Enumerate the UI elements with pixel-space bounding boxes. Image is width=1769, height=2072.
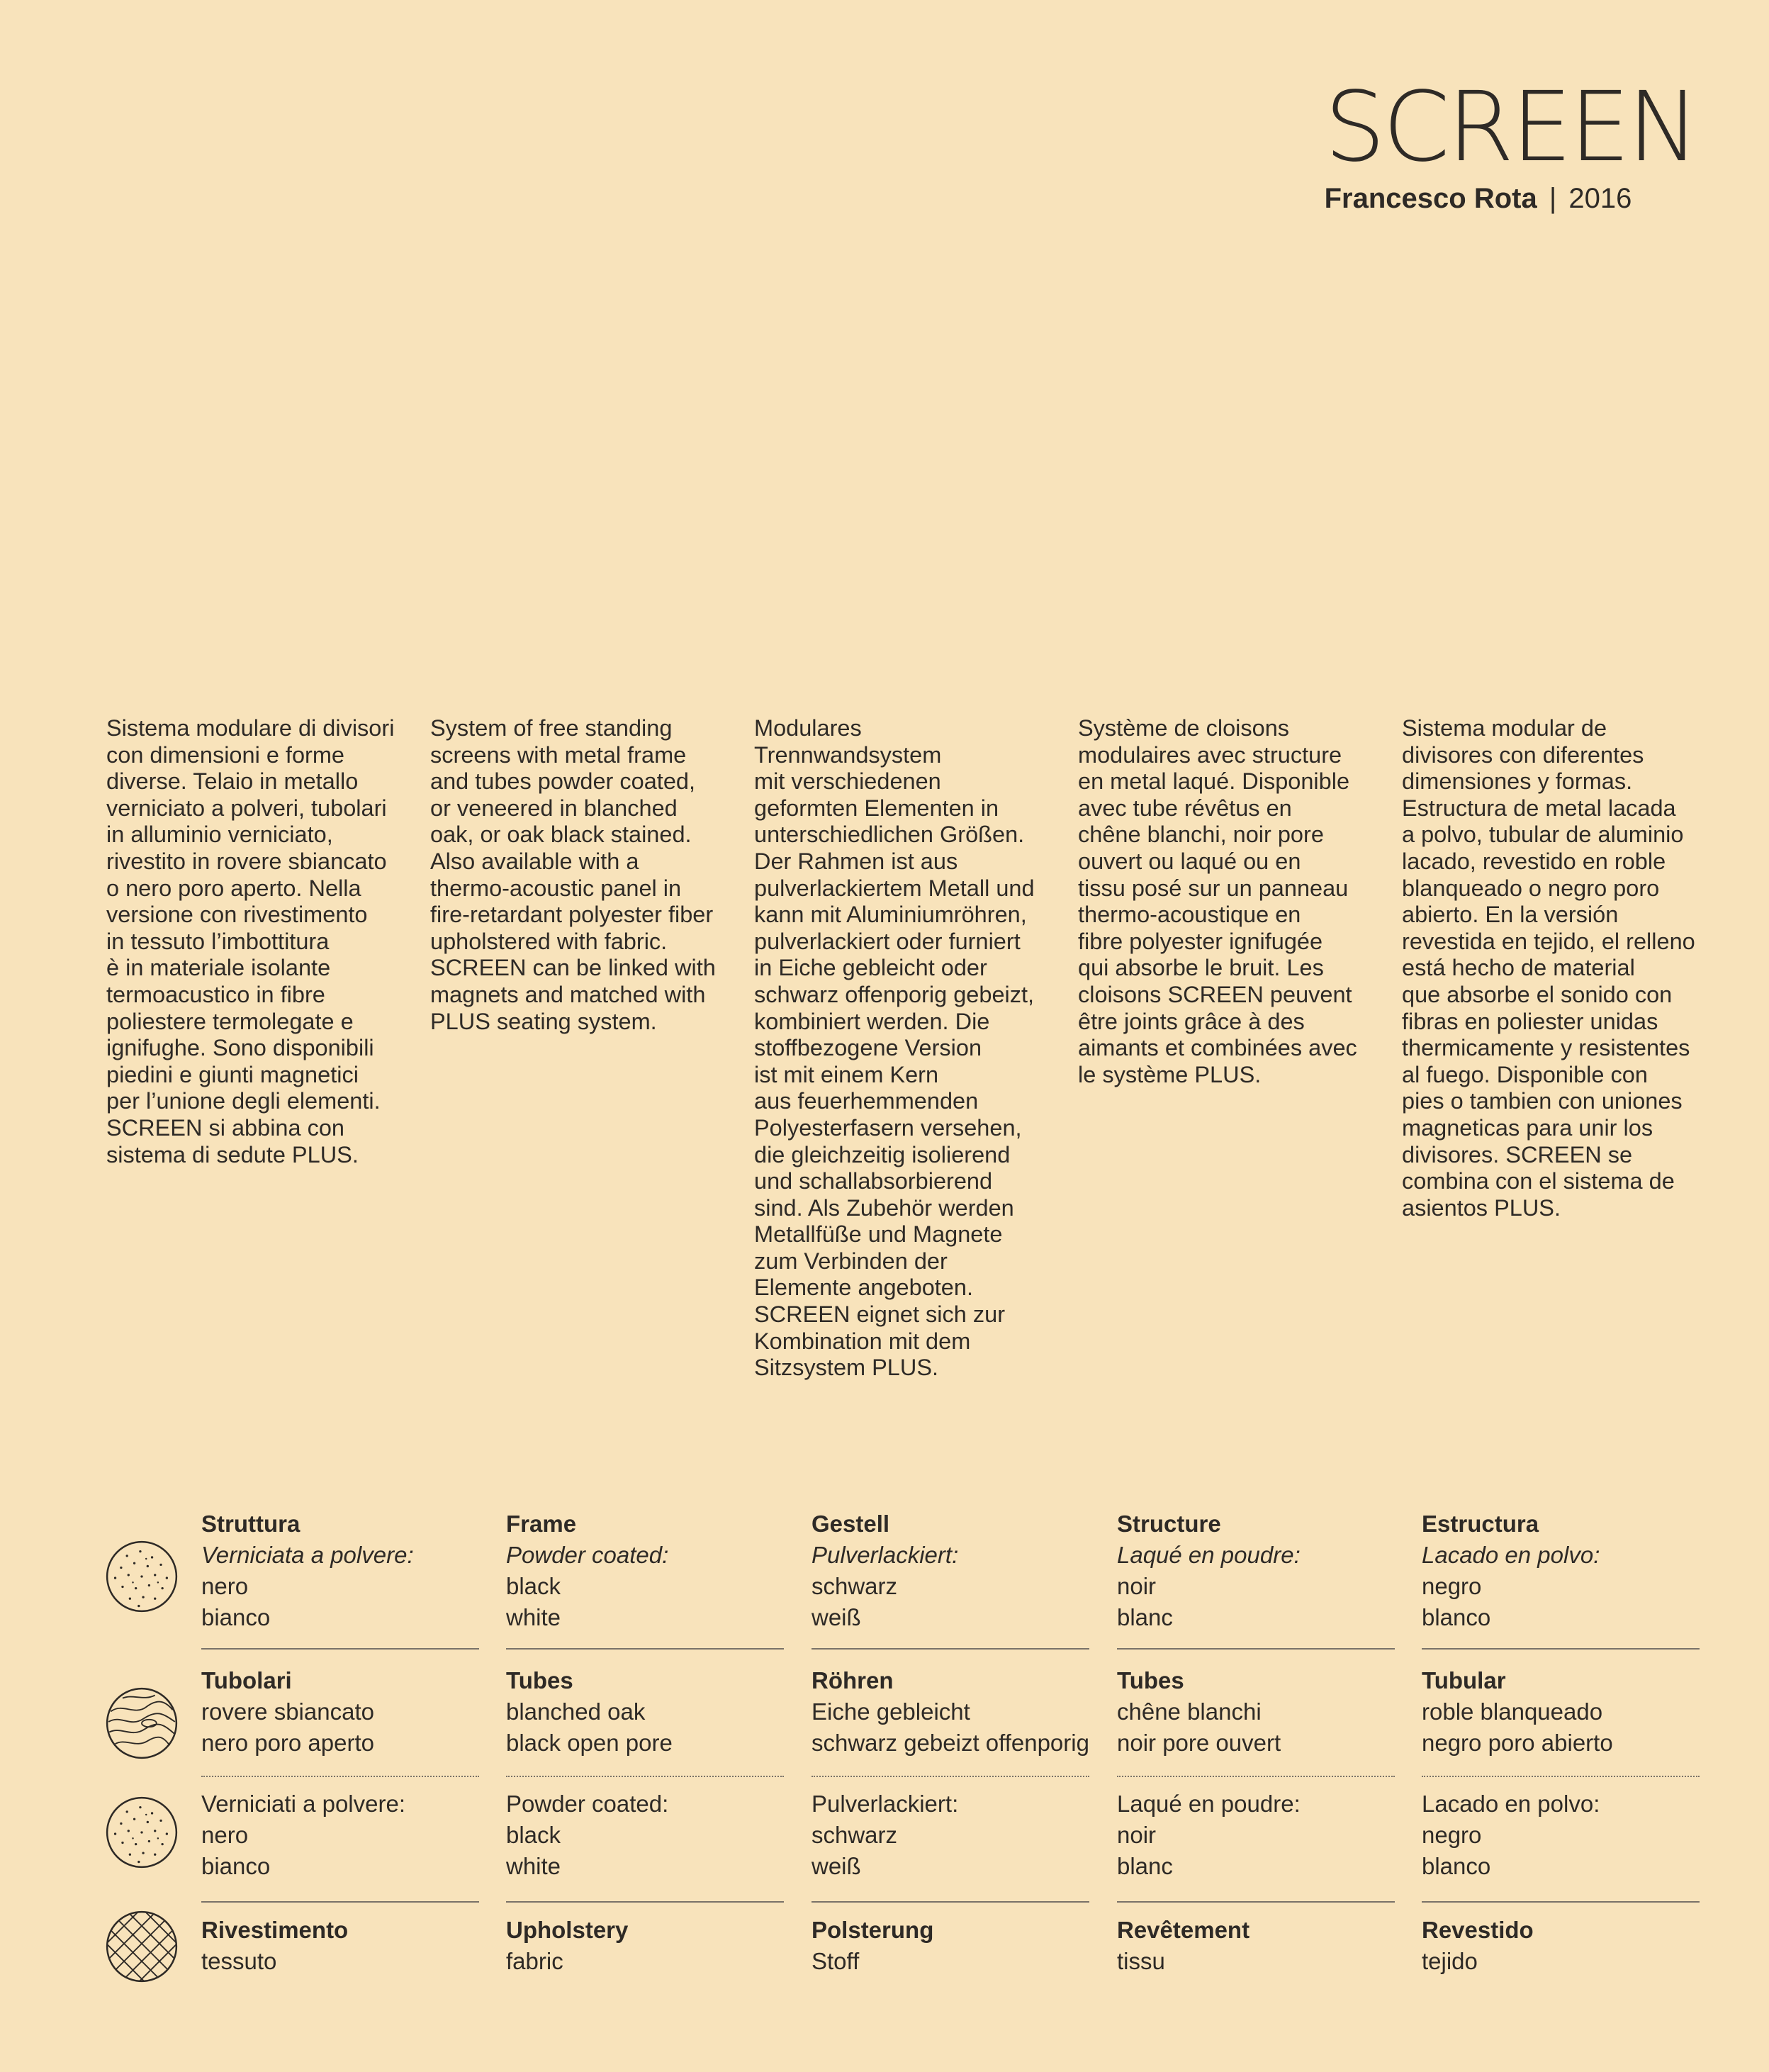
divider — [201, 1776, 479, 1777]
divider — [812, 1776, 1089, 1777]
structure-title: Estructura — [1422, 1511, 1539, 1537]
divider — [1117, 1901, 1395, 1903]
tubes-title: Tubes — [1117, 1667, 1184, 1693]
structure-color: white — [506, 1604, 561, 1630]
structure-color: blanc — [1117, 1604, 1173, 1630]
structure-title: Struttura — [201, 1511, 301, 1537]
upholstery-group — [1422, 1915, 1700, 1977]
tubes-title: Röhren — [812, 1667, 894, 1693]
divider — [1422, 1776, 1700, 1777]
upholstery-group — [812, 1915, 1089, 1977]
upholstery-title: Polsterung — [812, 1917, 934, 1943]
structure-group — [1422, 1508, 1700, 1633]
upholstery-group — [201, 1915, 479, 1977]
structure-group — [1117, 1508, 1395, 1633]
product-title: SCREEN — [1324, 72, 1697, 184]
tubes-finish: schwarz gebeizt offenporig — [812, 1730, 1089, 1756]
coated-color: bianco — [201, 1853, 271, 1879]
tubes-finish: Eiche gebleicht — [812, 1698, 970, 1725]
divider — [201, 1648, 479, 1650]
structure-color: blanco — [1422, 1604, 1491, 1630]
divider — [201, 1901, 479, 1903]
coated-tubes-group — [1422, 1788, 1700, 1882]
upholstery-group — [506, 1915, 784, 1977]
structure-finish-label: Lacado en polvo: — [1422, 1542, 1600, 1568]
structure-color: noir — [1117, 1573, 1157, 1599]
structure-title: Gestell — [812, 1511, 890, 1537]
structure-color: weiß — [812, 1604, 861, 1630]
upholstery-group — [1117, 1915, 1395, 1977]
coated-color: black — [506, 1822, 561, 1848]
coated-finish-label: Pulverlackiert: — [812, 1791, 959, 1817]
finish-specs — [0, 1503, 1769, 2042]
structure-title: Frame — [506, 1511, 577, 1537]
coated-tubes-group — [812, 1788, 1089, 1882]
coated-color: blanco — [1422, 1853, 1491, 1879]
coated-finish-label: Lacado en polvo: — [1422, 1791, 1600, 1817]
divider — [1117, 1776, 1395, 1777]
tubes-group — [1422, 1665, 1700, 1759]
description-german: Modulares Trennwandsystem mit verschiedenen geformten Elementen in unterschiedlichen Größen. Der Rahmen ist aus pulverlackiertem Metall und kann mit Aluminiumröhren, pulverlackiert oder furniert in Eiche gebleicht oder schwarz offenporig gebeizt, kombiniert werden. Die stoffbezogene Version ist mit einem Kern aus feuerhemmenden Polyesterfasern versehen, die gleichzeitig isolierend und schallabsorbierend sind. Als Zubehör werden Metallfüße und Magnete zum Verbinden der Elemente angeboten. SCREEN eignet sich zur Kombination mit dem Sitzsystem PLUS. — [754, 715, 1035, 1381]
byline-separator: | — [1549, 183, 1557, 214]
structure-color: nero — [201, 1573, 249, 1599]
divider — [1422, 1648, 1700, 1650]
upholstery-title: Rivestimento — [201, 1917, 349, 1943]
structure-title: Structure — [1117, 1511, 1221, 1537]
coated-color: white — [506, 1853, 561, 1879]
structure-color: schwarz — [812, 1573, 898, 1599]
divider — [1117, 1648, 1395, 1650]
tubes-finish: black open pore — [506, 1730, 673, 1756]
description-spanish: Sistema modular de divisores con diferentes dimensiones y formas. Estructura de metal lacada a polvo, tubular de aluminio lacado, revestido en roble blanqueado o negro poro abierto. En la versión revestida en tejido, el relleno está hecho de material que absorbe el sonido con fibras en poliester unidas thermicamente y resistentes al fuego. Disponible con pies o tambien con uniones magneticas para unir los divisores. SCREEN se combina con el sistema de asientos PLUS. — [1402, 715, 1695, 1221]
coated-finish-label: Laqué en poudre: — [1117, 1791, 1301, 1817]
description-english: System of free standing screens with metal frame and tubes powder coated, or veneered in blanched oak, or oak black stained. Also available with a thermo-acoustic panel in fire-retardant polyester fiber upholstered with fabric. SCREEN can be linked with magnets and matched with PLUS seating system. — [430, 715, 716, 1034]
structure-group — [506, 1508, 784, 1633]
tubes-finish: roble blanqueado — [1422, 1698, 1603, 1725]
tubes-finish: rovere sbiancato — [201, 1698, 374, 1725]
divider — [506, 1901, 784, 1903]
upholstery-material: tessuto — [201, 1948, 277, 1974]
tubes-finish: blanched oak — [506, 1698, 646, 1725]
divider — [506, 1776, 784, 1777]
tubes-title: Tubular — [1422, 1667, 1506, 1693]
upholstery-material: Stoff — [812, 1948, 860, 1974]
structure-finish-label: Laqué en poudre: — [1117, 1542, 1301, 1568]
powder-texture-icon — [105, 1540, 179, 1613]
coated-color: blanc — [1117, 1853, 1173, 1879]
tubes-group — [812, 1665, 1089, 1759]
coated-color: nero — [201, 1822, 249, 1848]
powder-texture-icon — [105, 1796, 179, 1869]
divider — [812, 1901, 1089, 1903]
coated-color: negro — [1422, 1822, 1482, 1848]
description-italian: Sistema modulare di divisori con dimensioni e forme diverse. Telaio in metallo verniciato a polveri, tubolari in alluminio verniciato, rivestito in rovere sbiancato o nero poro aperto. Nella versione con rivestimento in tessuto l’imbottitura è in materiale isolante termoacustico in fibre poliestere termolegate e ignifughe. Sono disponibili piedini e giunti magnetici per l’unione degli elementi. SCREEN si abbina con sistema di sedute PLUS. — [106, 715, 395, 1167]
coated-finish-label: Powder coated: — [506, 1791, 669, 1817]
divider — [506, 1648, 784, 1650]
coated-finish-label: Verniciati a polvere: — [201, 1791, 405, 1817]
upholstery-material: tissu — [1117, 1948, 1165, 1974]
design-year: 2016 — [1568, 183, 1632, 214]
structure-color: black — [506, 1573, 561, 1599]
structure-group — [201, 1508, 479, 1633]
structure-finish-label: Verniciata a polvere: — [201, 1542, 414, 1568]
tubes-finish: chêne blanchi — [1117, 1698, 1262, 1725]
upholstery-title: Revestido — [1422, 1917, 1534, 1943]
coated-tubes-group — [201, 1788, 479, 1882]
tubes-finish: negro poro abierto — [1422, 1730, 1613, 1756]
tubes-finish: nero poro aperto — [201, 1730, 375, 1756]
coated-color: schwarz — [812, 1822, 898, 1848]
upholstery-title: Upholstery — [506, 1917, 629, 1943]
header — [1324, 72, 1697, 215]
coated-color: weiß — [812, 1853, 861, 1879]
coated-color: noir — [1117, 1822, 1157, 1848]
structure-color: bianco — [201, 1604, 271, 1630]
coated-tubes-group — [1117, 1788, 1395, 1882]
structure-finish-label: Powder coated: — [506, 1542, 669, 1568]
structure-finish-label: Pulverlackiert: — [812, 1542, 959, 1568]
structure-group — [812, 1508, 1089, 1633]
structure-color: negro — [1422, 1573, 1482, 1599]
tubes-group — [1117, 1665, 1395, 1759]
tubes-finish: noir pore ouvert — [1117, 1730, 1281, 1756]
upholstery-material: tejido — [1422, 1948, 1478, 1974]
tubes-title: Tubolari — [201, 1667, 292, 1693]
tubes-group — [506, 1665, 784, 1759]
designer-name: Francesco Rota — [1324, 183, 1537, 214]
divider — [812, 1648, 1089, 1650]
tubes-group — [201, 1665, 479, 1759]
byline — [1325, 183, 1697, 215]
divider — [1422, 1901, 1700, 1903]
upholstery-material: fabric — [506, 1948, 563, 1974]
fabric-weave-texture-icon — [105, 1910, 179, 1983]
wood-grain-texture-icon — [105, 1686, 179, 1760]
description-french: Système de cloisons modulaires avec structure en metal laqué. Disponible avec tube révêtus en chêne blanchi, noir pore ouvert ou laqué ou en tissu posé sur un panneau thermo-acoustique en fibre polyester ignifugée qui absorbe le bruit. Les cloisons SCREEN peuvent être joints grâce à des aimants et combinées avec le système PLUS. — [1078, 715, 1357, 1087]
coated-tubes-group — [506, 1788, 784, 1882]
tubes-title: Tubes — [506, 1667, 573, 1693]
upholstery-title: Revêtement — [1117, 1917, 1250, 1943]
